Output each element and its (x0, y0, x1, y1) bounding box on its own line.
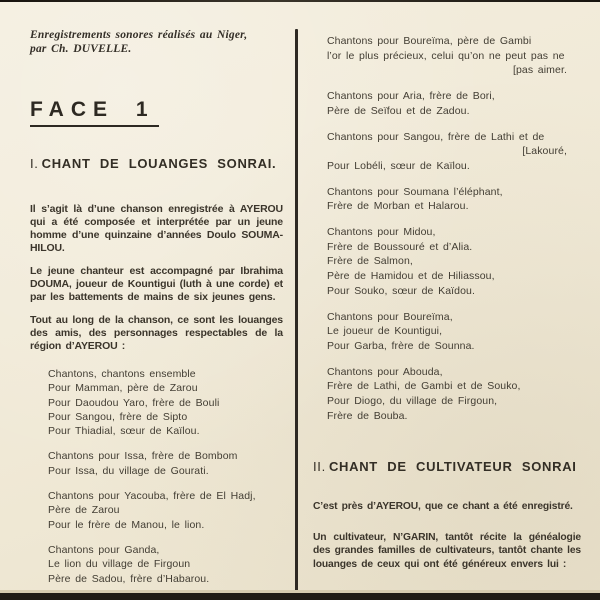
verse-line: Chantons pour Yacouba, frère de El Hadj, (48, 490, 256, 503)
verse-line: Pour Mamman, père de Zarou (48, 382, 198, 395)
verse-group (327, 130, 567, 174)
scan-edge-top (0, 0, 600, 2)
verse-line: Frère de Morban et Halarou. (327, 200, 469, 213)
right-column (313, 26, 581, 571)
left-verses (48, 367, 283, 586)
verse-line: Chantons pour Aria, frère de Bori, (327, 90, 495, 103)
verse-group (48, 449, 283, 478)
verse-line: Père de Hamidou et de Hiliassou, (327, 270, 495, 283)
credit-note (30, 28, 283, 56)
credit-line-2: par Ch. DUVELLE. (30, 43, 132, 55)
verse-line: Pour Lobéli, sœur de Kaïlou. (327, 159, 470, 172)
verse-group (327, 89, 567, 118)
section-1-paragraphs (30, 203, 283, 353)
section-2-title: CHANT DE CULTIVATEUR SONRAI (328, 459, 577, 475)
verse-group (48, 367, 283, 438)
verse-line: Chantons pour Ganda, (48, 543, 160, 556)
section-1-heading (30, 156, 283, 171)
left-column (30, 28, 283, 586)
section-1-title: CHANT DE LOUANGES SONRAI. (41, 156, 277, 171)
verse-line: Chantons pour Boureïma, (327, 310, 453, 323)
verse-line: Frère de Boussouré et d’Alia. (327, 240, 473, 253)
verse-line: Pour Diogo, du village de Firgoun, (327, 395, 498, 408)
verse-line: Le joueur de Kountigui, (327, 325, 443, 338)
verse-line: Chantons pour Midou, (327, 226, 436, 239)
section-2-heading (313, 459, 581, 474)
verse-line: l’or le plus précieux, celui qu’on ne peut pas ne (327, 49, 565, 62)
paragraph: Un cultivateur, N’GARIN, tantôt récite la généalogie des grandes familles de cultivateurs, tantôt chante les louanges de ceux qui ont été généreux envers lui : (313, 531, 581, 570)
verse-line: Frère de Bouba. (327, 409, 408, 422)
verse-group (327, 34, 567, 78)
verse-line: [Lakouré, (522, 145, 567, 158)
verse-line: Chantons pour Soumana l’éléphant, (327, 185, 503, 198)
verse-group (327, 225, 567, 299)
verse-group (48, 543, 283, 586)
verse-line: Père de Seïfou et de Zadou. (327, 104, 470, 117)
verse-line: Pour Thiadial, sœur de Kaïlou. (48, 425, 200, 438)
verse-line: Frère de Salmon, (327, 255, 413, 268)
verse-group (327, 185, 567, 214)
verse-group (327, 365, 567, 424)
verse-group (48, 489, 283, 532)
scan-edge-bottom (0, 593, 600, 600)
credit-line-1: Enregistrements sonores réalisés au Niger, (30, 29, 248, 41)
verse-line: Père de Sadou, frère d’Habarou. (48, 572, 210, 585)
verse-line: [pas aimer. (512, 64, 567, 77)
verse-line: Pour Sangou, frère de Sipto (48, 410, 188, 423)
verse-line: Pour Garba, frère de Sounna. (327, 339, 475, 352)
section-2-paragraphs (313, 500, 581, 571)
verse-line: Chantons pour Issa, frère de Bombom (48, 450, 238, 463)
verse-line: Père de Zarou (48, 504, 120, 517)
paragraph: Tout au long de la chanson, ce sont les louanges des amis, des personnages respectables de la région d’AYEROU : (30, 314, 283, 352)
verse-line: Pour Souko, sœur de Kaïdou. (327, 284, 476, 297)
right-verses (327, 34, 567, 423)
section-2-number: II. (313, 459, 326, 475)
verse-line: Pour Issa, du village de Gourati. (48, 464, 209, 477)
verse-line: Frère de Lathi, de Gambi et de Souko, (327, 380, 521, 393)
section-1-number: I. (30, 156, 39, 171)
paragraph: C’est près d’AYEROU, que ce chant a été enregistré. (313, 501, 573, 513)
verse-line: Chantons pour Boureïma, père de Gambi (327, 35, 532, 47)
verse-line: Pour le frère de Manou, le lion. (48, 518, 205, 531)
verse-line: Chantons, chantons ensemble (48, 368, 196, 380)
column-divider-rule (295, 29, 298, 595)
paragraph: Le jeune chanteur est accompagné par Ibrahima DOUMA, joueur de Kountigui (luth à une corde) et par les battements de mains de six jeunes gens. (30, 265, 283, 303)
verse-group (327, 310, 567, 354)
verse-line: Chantons pour Sangou, frère de Lathi et de (327, 130, 545, 143)
face-title: FACE 1 (30, 98, 159, 127)
face-title-wrap (30, 98, 283, 127)
verse-line: Chantons pour Abouda, (327, 365, 443, 378)
verse-line: Pour Daoudou Yaro, frère de Bouli (48, 396, 220, 409)
verse-line: Le lion du village de Firgoun (48, 558, 191, 571)
paragraph: Il s’agit là d’une chanson enregistrée à AYEROU qui a été composée et interprétée par un jeune homme d’une quinzaine d’années Doulo SOUMA-HILOU. (30, 203, 283, 254)
